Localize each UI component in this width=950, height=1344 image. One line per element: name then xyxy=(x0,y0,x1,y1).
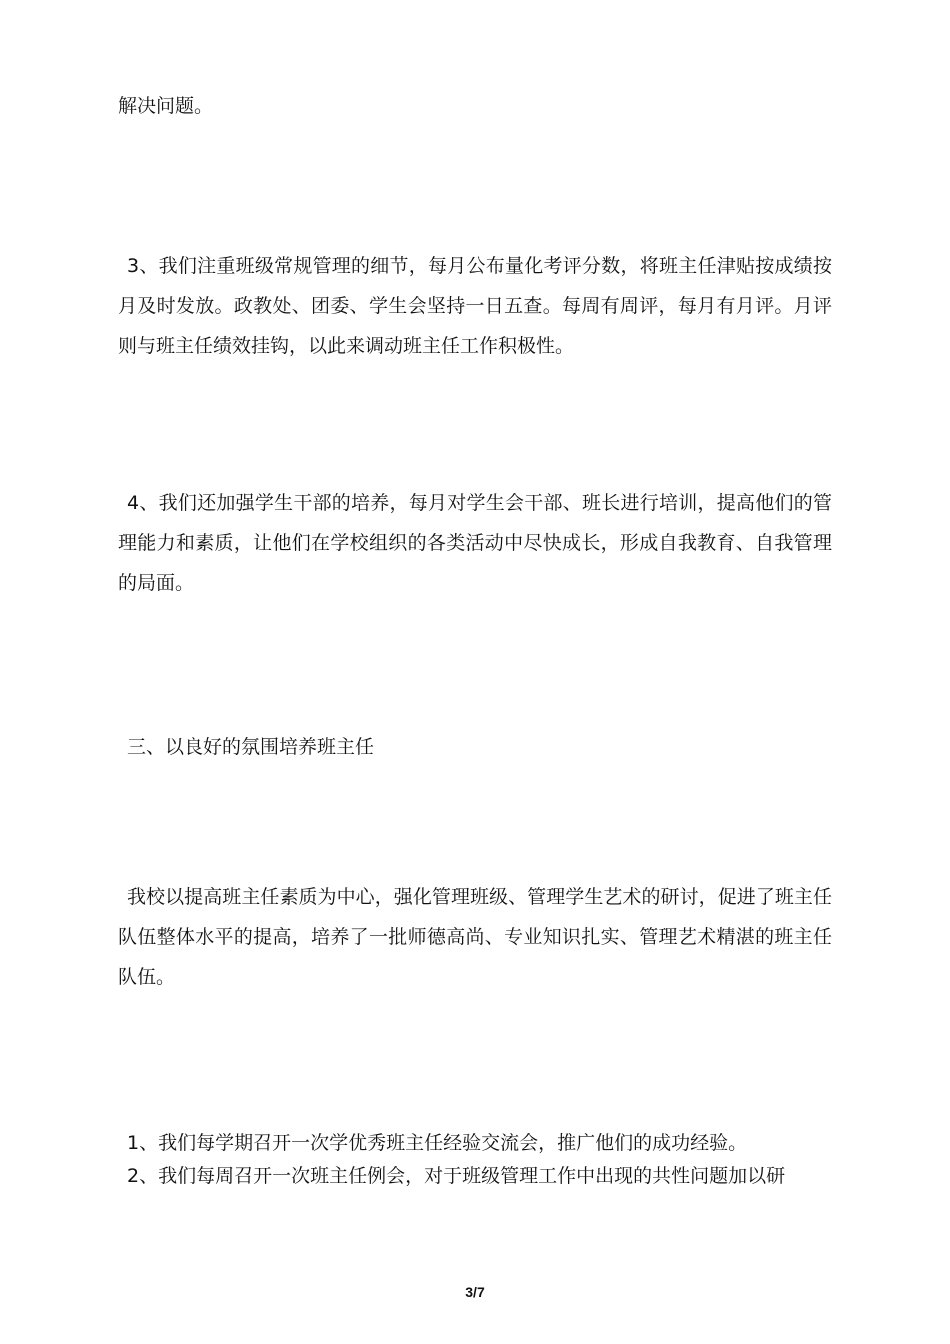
page-number: 3/7 xyxy=(465,1284,485,1300)
paragraph-item-4: 4、我们还加强学生干部的培养，每月对学生会干部、班长进行培训，提高他们的管理能力和素质，让他们在学校组织的各类活动中尽快成长，形成自我教育、自我管理的局面。 xyxy=(118,492,832,594)
section-heading-3: 三、以良好的氛围培养班主任 xyxy=(127,736,375,758)
paragraph-continuation: 解决问题。 xyxy=(118,95,214,117)
paragraph-subitem-1: 1、我们每学期召开一次学优秀班主任经验交流会，推广他们的成功经验。 xyxy=(127,1132,748,1154)
paragraph-subitem-2: 2、我们每周召开一次班主任例会，对于班级管理工作中出现的共性问题加以研 xyxy=(127,1165,786,1187)
paragraph-item-3: 3、我们注重班级常规管理的细节，每月公布量化考评分数，将班主任津贴按成绩按月及时发放。政教处、团委、学生会坚持一日五查。每周有周评，每月有月评。月评则与班主任绩效挂钩，以此来调动班主任工作积极性。 xyxy=(118,255,832,357)
paragraph-section-intro: 我校以提高班主任素质为中心，强化管理班级、管理学生艺术的研讨，促进了班主任队伍整体水平的提高，培养了一批师德高尚、专业知识扎实、管理艺术精湛的班主任队伍。 xyxy=(118,886,832,988)
